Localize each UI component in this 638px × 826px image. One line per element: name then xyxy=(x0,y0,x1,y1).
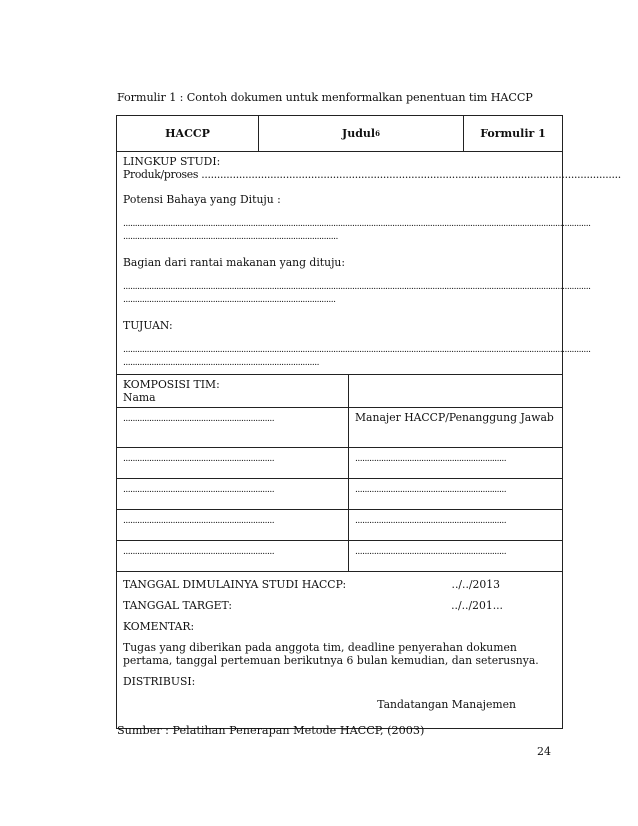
tujuan-dots-1: ...................................................................................................................................................................................................... xyxy=(123,345,591,355)
header-judul-text: Judul xyxy=(342,127,376,140)
team-row-name xyxy=(117,510,349,540)
team-row xyxy=(117,541,562,572)
team-row-name-dots: ................................................................ xyxy=(123,485,275,495)
lingkup-section xyxy=(117,152,621,375)
team-row-name-dots: ................................................................ xyxy=(123,516,275,526)
haccp-form xyxy=(116,115,621,729)
lingkup-title: LINGKUP STUDI: xyxy=(123,155,221,168)
form-header xyxy=(117,116,562,152)
tujuan-dots-2: ................................................................................... xyxy=(123,358,319,368)
caption: Formulir 1 : Contoh dokumen untuk menformalkan penentuan tim HACCP xyxy=(117,91,533,104)
team-row-name xyxy=(117,408,349,447)
komposisi-empty-cell xyxy=(349,375,562,407)
team-row-role-dots: ................................................................ xyxy=(355,547,507,557)
team-row-name-dots: ................................................................ xyxy=(123,547,275,557)
tanggal-mulai-line xyxy=(123,578,556,591)
team-row-role xyxy=(349,510,562,540)
rantai-dots-1: ...................................................................................................................................................................................................... xyxy=(123,282,591,292)
team-row-name xyxy=(117,448,349,478)
team-row-role: Manajer HACCP/Penanggung Jawab xyxy=(355,411,554,424)
header-haccp: HACCP xyxy=(117,116,259,151)
tanggal-mulai-value: ../../2013 xyxy=(451,578,500,591)
header-judul-sup: 6 xyxy=(375,129,380,138)
source-note: Sumber : Pelatihan Penerapan Metode HACCP, (2003) xyxy=(117,724,425,737)
bahaya-label: Potensi Bahaya yang Dituju : xyxy=(123,193,281,206)
team-row xyxy=(117,479,562,510)
form-footer xyxy=(117,572,562,728)
tujuan-label: TUJUAN: xyxy=(123,319,173,332)
komentar-text: Tugas yang diberikan pada anggota tim, deadline penyerahan dokumen pertama, tanggal pertemuan berikutnya 6 bulan kemudian, dan seterusnya. xyxy=(123,641,539,667)
tanggal-target-value: ../../201... xyxy=(451,599,503,612)
team-row-role-dots: ................................................................ xyxy=(355,485,507,495)
team-row xyxy=(117,448,562,479)
team-row-name xyxy=(117,479,349,509)
komposisi-nama: Nama xyxy=(123,391,156,404)
komposisi-title-cell xyxy=(117,375,349,407)
team-row xyxy=(117,510,562,541)
signature-label: Tandatangan Manajemen xyxy=(377,698,516,711)
team-row-role xyxy=(349,479,562,509)
team-row-role-dots: ................................................................ xyxy=(355,516,507,526)
produk-line: Produk/proses ...................................................................................................................................... xyxy=(123,168,621,181)
tanggal-mulai-label: TANGGAL DIMULAINYA STUDI HACCP: xyxy=(123,578,347,591)
bahaya-dots-1: ...................................................................................................................................................................................................... xyxy=(123,219,591,229)
team-row-role xyxy=(349,448,562,478)
header-judul xyxy=(259,116,464,151)
komposisi-header-row xyxy=(117,375,562,408)
team-row-role xyxy=(349,541,562,571)
team-row xyxy=(117,408,562,448)
team-row-name-dots: ................................................................ xyxy=(123,414,275,424)
tanggal-target-label: TANGGAL TARGET: xyxy=(123,599,233,612)
bahaya-dots-2: ........................................................................................... xyxy=(123,232,338,242)
team-row-name xyxy=(117,541,349,571)
komentar-label: KOMENTAR: xyxy=(123,620,195,633)
page-number: 24 xyxy=(537,745,551,758)
komposisi-title: KOMPOSISI TIM: xyxy=(123,378,220,391)
header-formulir: Formulir 1 xyxy=(480,127,546,140)
distribusi-label: DISTRIBUSI: xyxy=(123,675,196,688)
team-row-name-dots: ................................................................ xyxy=(123,454,275,464)
rantai-dots-2: .......................................................................................... xyxy=(123,295,336,305)
team-row-role-dots: ................................................................ xyxy=(355,454,507,464)
rantai-label: Bagian dari rantai makanan yang dituju: xyxy=(123,256,346,269)
tanggal-target-line xyxy=(123,599,556,612)
